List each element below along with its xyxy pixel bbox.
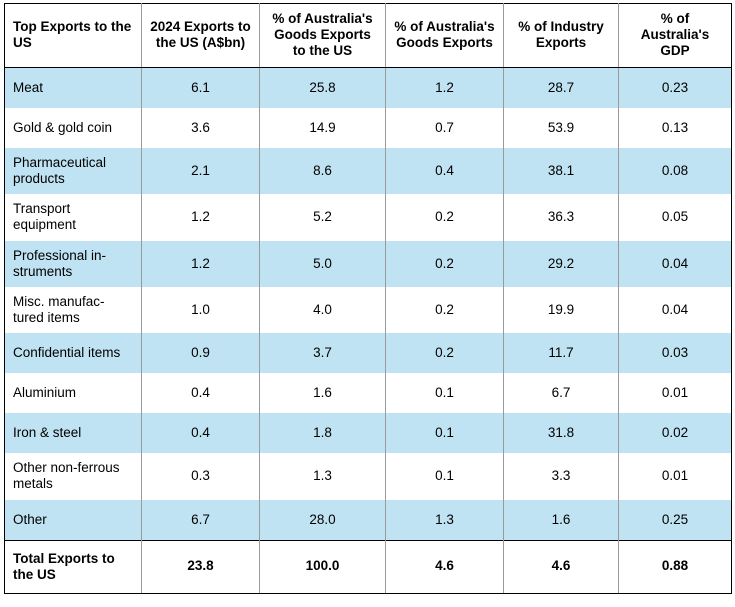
cell-pct-industry-exports: 28.7 [504, 67, 619, 108]
cell-pct-gdp: 0.25 [619, 500, 732, 541]
cell-pct-industry-exports: 29.2 [504, 241, 619, 287]
table-row [5, 67, 732, 108]
row-label: Professional in-struments [5, 241, 142, 287]
column-header-pct-industry-exports: % of Industry Exports [504, 4, 619, 68]
row-label: Confidential items [5, 333, 142, 373]
row-label: Iron & steel [5, 413, 142, 453]
cell-exports-value: 1.2 [142, 241, 260, 287]
cell-exports-value: 0.3 [142, 453, 260, 499]
total-exports-value: 23.8 [142, 540, 260, 594]
table-row [5, 108, 732, 148]
cell-pct-gdp: 0.08 [619, 148, 732, 194]
cell-pct-industry-exports: 3.3 [504, 453, 619, 499]
cell-exports-value: 1.0 [142, 287, 260, 333]
cell-exports-value: 1.2 [142, 194, 260, 240]
cell-pct-gdp: 0.13 [619, 108, 732, 148]
row-label: Other non-ferrous metals [5, 453, 142, 499]
row-label: Aluminium [5, 373, 142, 413]
row-label: Transport equipment [5, 194, 142, 240]
cell-exports-value: 6.7 [142, 500, 260, 541]
cell-pct-industry-exports: 53.9 [504, 108, 619, 148]
table-row [5, 373, 732, 413]
cell-pct-industry-exports: 11.7 [504, 333, 619, 373]
cell-pct-goods-exports-us: 5.0 [260, 241, 386, 287]
cell-pct-goods-exports-us: 1.6 [260, 373, 386, 413]
table-body [5, 67, 732, 594]
cell-exports-value: 2.1 [142, 148, 260, 194]
table-row [5, 148, 732, 194]
cell-pct-goods-exports-us: 5.2 [260, 194, 386, 240]
cell-pct-goods-exports: 1.3 [386, 500, 504, 541]
cell-pct-industry-exports: 1.6 [504, 500, 619, 541]
table-row [5, 453, 732, 499]
cell-pct-goods-exports-us: 4.0 [260, 287, 386, 333]
total-pct-goods-exports-us: 100.0 [260, 540, 386, 594]
row-label: Other [5, 500, 142, 541]
column-header-exports-value: 2024 Exports to the US (A$bn) [142, 4, 260, 68]
table-row [5, 287, 732, 333]
cell-pct-goods-exports: 1.2 [386, 67, 504, 108]
cell-exports-value: 0.9 [142, 333, 260, 373]
total-pct-goods-exports: 4.6 [386, 540, 504, 594]
cell-exports-value: 0.4 [142, 413, 260, 453]
cell-pct-gdp: 0.05 [619, 194, 732, 240]
row-label: Pharmaceutical products [5, 148, 142, 194]
table-row [5, 333, 732, 373]
cell-pct-industry-exports: 38.1 [504, 148, 619, 194]
cell-pct-gdp: 0.03 [619, 333, 732, 373]
table-row [5, 500, 732, 541]
cell-pct-goods-exports-us: 3.7 [260, 333, 386, 373]
cell-pct-goods-exports: 0.2 [386, 287, 504, 333]
cell-exports-value: 3.6 [142, 108, 260, 148]
cell-pct-goods-exports: 0.2 [386, 194, 504, 240]
cell-pct-gdp: 0.04 [619, 287, 732, 333]
cell-pct-gdp: 0.23 [619, 67, 732, 108]
total-pct-industry-exports: 4.6 [504, 540, 619, 594]
cell-pct-gdp: 0.01 [619, 453, 732, 499]
cell-pct-goods-exports-us: 25.8 [260, 67, 386, 108]
column-header-pct-goods-exports-us: % of Australia's Goods Exports to the US [260, 4, 386, 68]
row-label: Gold & gold coin [5, 108, 142, 148]
cell-exports-value: 0.4 [142, 373, 260, 413]
cell-exports-value: 6.1 [142, 67, 260, 108]
table-row [5, 413, 732, 453]
cell-pct-goods-exports: 0.4 [386, 148, 504, 194]
cell-pct-gdp: 0.02 [619, 413, 732, 453]
header-row [5, 4, 732, 68]
table-row [5, 194, 732, 240]
column-header-pct-gdp: % of Australia's GDP [619, 4, 732, 68]
cell-pct-goods-exports-us: 28.0 [260, 500, 386, 541]
cell-pct-goods-exports-us: 1.3 [260, 453, 386, 499]
cell-pct-gdp: 0.01 [619, 373, 732, 413]
cell-pct-goods-exports-us: 14.9 [260, 108, 386, 148]
row-label: Misc. manufac-tured items [5, 287, 142, 333]
cell-pct-goods-exports: 0.1 [386, 453, 504, 499]
cell-pct-industry-exports: 31.8 [504, 413, 619, 453]
top-exports-to-us-table [4, 3, 732, 594]
total-pct-gdp: 0.88 [619, 540, 732, 594]
cell-pct-goods-exports: 0.1 [386, 373, 504, 413]
cell-pct-goods-exports-us: 8.6 [260, 148, 386, 194]
row-label: Meat [5, 67, 142, 108]
cell-pct-goods-exports: 0.1 [386, 413, 504, 453]
cell-pct-industry-exports: 36.3 [504, 194, 619, 240]
table-row [5, 241, 732, 287]
cell-pct-goods-exports: 0.2 [386, 333, 504, 373]
column-header-pct-goods-exports: % of Australia's Goods Exports [386, 4, 504, 68]
cell-pct-industry-exports: 6.7 [504, 373, 619, 413]
cell-pct-goods-exports-us: 1.8 [260, 413, 386, 453]
total-row [5, 540, 732, 594]
cell-pct-gdp: 0.04 [619, 241, 732, 287]
cell-pct-goods-exports: 0.7 [386, 108, 504, 148]
cell-pct-industry-exports: 19.9 [504, 287, 619, 333]
column-header-category: Top Exports to the US [5, 4, 142, 68]
total-row-label: Total Exports to the US [5, 540, 142, 594]
cell-pct-goods-exports: 0.2 [386, 241, 504, 287]
table-header [5, 4, 732, 68]
